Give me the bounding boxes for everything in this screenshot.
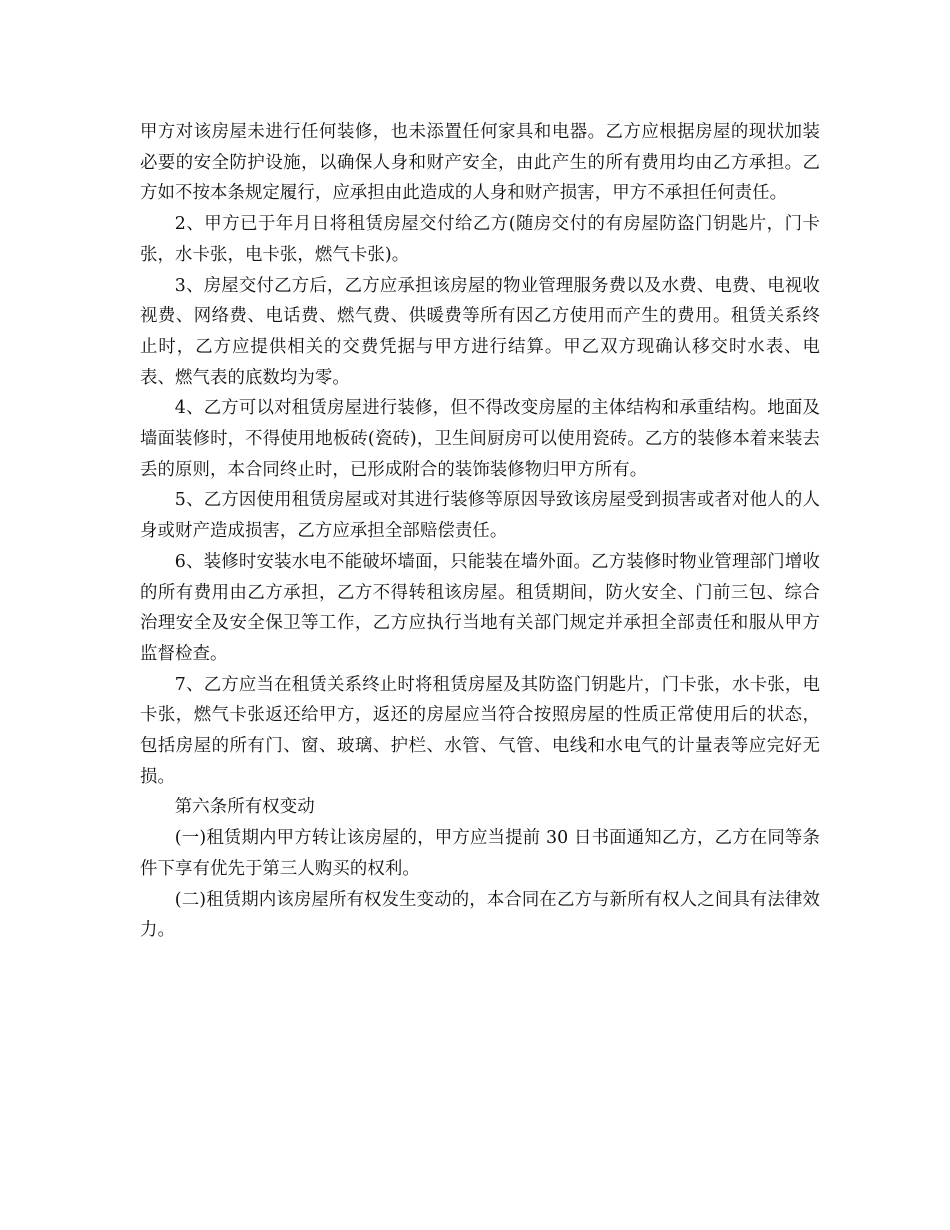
paragraph-clause-5: 5、乙方因使用租赁房屋或对其进行装修等原因导致该房屋受到损害或者对他人的人身或财产造成损害，乙方应承担全部赔偿责任。 bbox=[140, 490, 820, 542]
paragraph-clause-2: 2、甲方已于年月日将租赁房屋交付给乙方(随房交付的有房屋防盗门钥匙片，门卡张，水卡张，电卡张，燃气卡张)。 bbox=[140, 214, 820, 265]
paragraph-clause-7: 7、乙方应当在租赁关系终止时将租赁房屋及其防盗门钥匙片，门卡张，水卡张，电卡张，燃气卡张返还给甲方，返还的房屋应当符合按照房屋的性质正常使用后的状态，包括房屋的所有门、窗、玻璃、护栏、水管、气管、电线和水电气的计量表等应完好无损。 bbox=[140, 674, 820, 787]
document-body bbox=[140, 117, 820, 946]
paragraph-clause-3: 3、房屋交付乙方后，乙方应承担该房屋的物业管理服务费以及水费、电费、电视收视费、网络费、电话费、燃气费、供暖费等所有因乙方使用而产生的费用。租赁关系终止时，乙方应提供相关的交费凭据与甲方进行结算。甲乙双方现确认移交时水表、电表、燃气表的底数均为零。 bbox=[140, 275, 820, 388]
paragraph-intro: 甲方对该房屋未进行任何装修，也未添置任何家具和电器。乙方应根据房屋的现状加装必要的安全防护设施，以确保人身和财产安全，由此产生的所有费用均由乙方承担。乙方如不按本条规定履行，应承担由此造成的人身和财产损害，甲方不承担任何责任。 bbox=[140, 122, 820, 204]
section-heading-article-6: 第六条所有权变动 bbox=[174, 797, 315, 818]
paragraph-clause-4: 4、乙方可以对租赁房屋进行装修，但不得改变房屋的主体结构和承重结构。地面及墙面装修时，不得使用地板砖(瓷砖)，卫生间厨房可以使用瓷砖。乙方的装修本着来装去丢的原则，本合同终止时，已形成附合的装饰装修物归甲方所有。 bbox=[140, 398, 820, 480]
paragraph-item-2: (二)租赁期内该房屋所有权发生变动的，本合同在乙方与新所有权人之间具有法律效力。 bbox=[140, 889, 820, 941]
paragraph-item-1: (一)租赁期内甲方转让该房屋的，甲方应当提前 30 日书面通知乙方，乙方在同等条件下享有优先于第三人购买的权利。 bbox=[140, 828, 820, 879]
paragraph-clause-6: 6、装修时安装水电不能破坏墙面，只能装在墙外面。乙方装修时物业管理部门增收的所有费用由乙方承担，乙方不得转租该房屋。租赁期间，防火安全、门前三包、综合治理安全及安全保卫等工作，乙方应执行当地有关部门规定并承担全部责任和服从甲方监督检查。 bbox=[140, 551, 820, 664]
